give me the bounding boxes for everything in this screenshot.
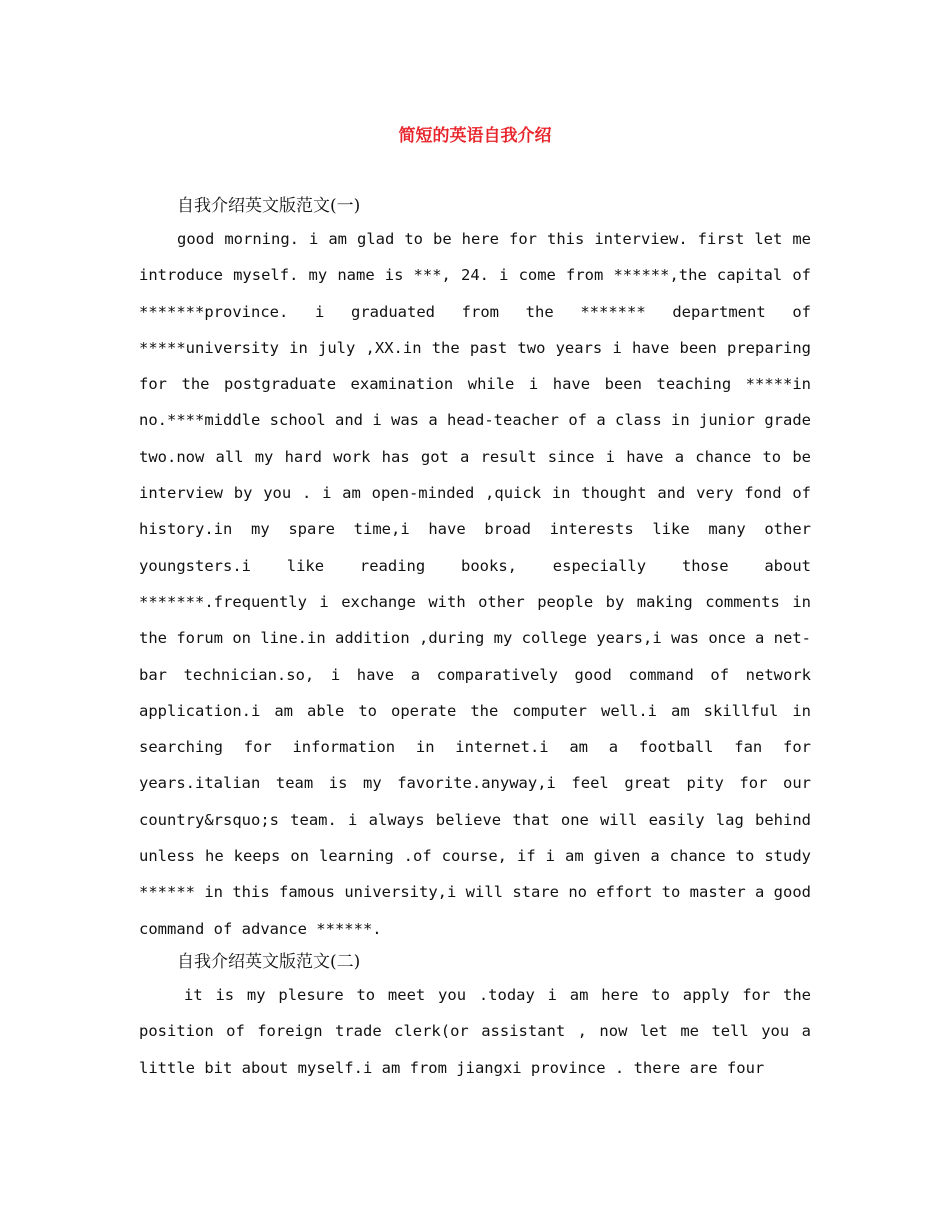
section-1 (139, 191, 811, 947)
document-title: 简短的英语自我介绍 (398, 126, 552, 146)
section-body: good morning. i am glad to be here for this interview. first let me introduce myself. my name is ***, 24. i come from ******,the capital of *******province. i graduated from the ******* department of *****university in july ,XX.in the past two years i have been preparing for the postgraduate examination while i have been teaching *****in no.****middle school and i was a head-teacher of a class in junior grade two.now all my hard work has got a result since i have a chance to be interview by you . i am open-minded ,quick in thought and very fond of history.in my spare time,i have broad interests like many other youngsters.i like reading books, especially those about *******.frequently i exchange with other people by making comments in the forum on line.in addition ,during my college years,i was once a net-bar technician.so, i have a comparatively good command of network application.i am able to operate the computer well.i am skillful in searching for information in internet.i am a football fan for years.italian team is my favorite.anyway,i feel great pity for our country&rsquo;s team. i always believe that one will easily lag behind unless he keeps on learning .of course, if i am given a chance to study ****** in this famous university,i will stare no effort to master a good command of advance ******. (139, 230, 811, 938)
section-heading: 自我介绍英文版范文(二) (177, 951, 361, 972)
section-heading: 自我介绍英文版范文(一) (177, 196, 361, 216)
document-content (139, 191, 811, 1086)
section-2 (139, 947, 811, 1086)
section-body: it is my plesure to meet you .today i am here to apply for the position of foreign trade clerk(or assistant , now let me tell you a little bit about myself.i am from jiangxi province . there are four (139, 985, 811, 1077)
